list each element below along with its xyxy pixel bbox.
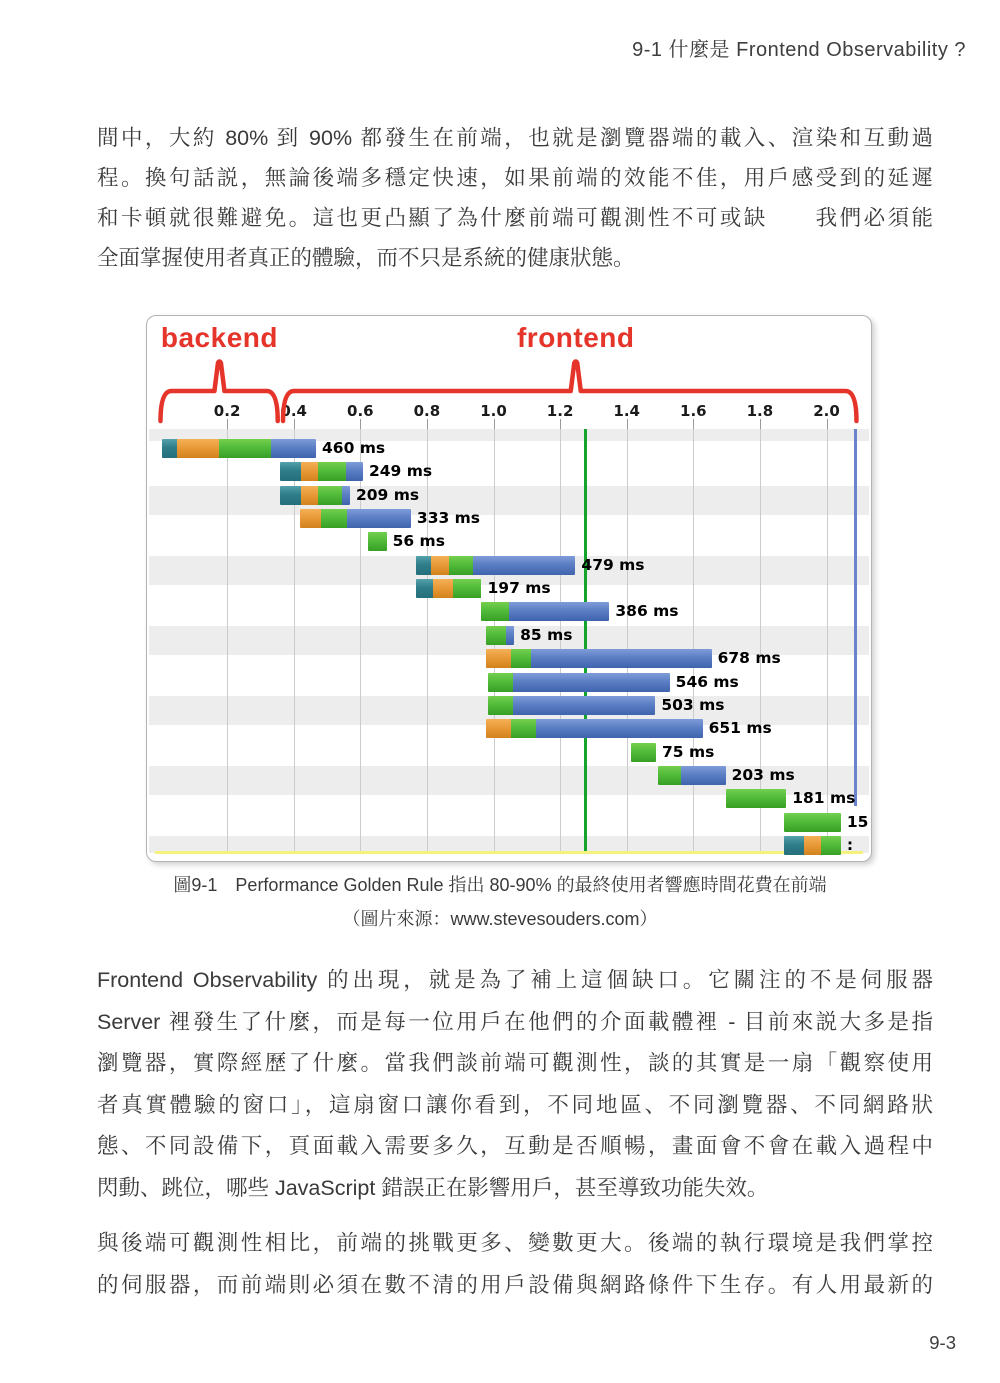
bar-segment-green: [486, 626, 506, 645]
bar-segment-blue: [681, 766, 726, 785]
text-line: Server 裡發生了什麼，而是每一位用戶在他們的介面載體裡 - 目前來説大多是指: [97, 1009, 933, 1034]
figure-source: （圖片來源：www.stevesouders.com）: [342, 909, 658, 929]
axis-tick-label: 1.4: [613, 402, 640, 420]
bar-segment-blue: [346, 462, 363, 481]
bar-segment-orange: [486, 719, 511, 738]
axis-tick-label: 1.8: [746, 402, 774, 420]
axis-tick-label: 1.6: [680, 402, 707, 420]
waterfall-row: [488, 696, 655, 715]
bar-segment-green: [488, 696, 513, 715]
bar-segment-orange: [301, 462, 318, 481]
bar-segment-green: [726, 789, 786, 808]
bar-segment-green: [511, 719, 536, 738]
waterfall-row: [481, 602, 610, 621]
bar-duration-label: 479 ms: [581, 555, 645, 574]
bar-duration-label: 333 ms: [416, 509, 481, 528]
bar-segment-green: [511, 649, 531, 668]
bar-segment-blue: [473, 556, 576, 575]
axis-tick: [827, 419, 828, 429]
bar-duration-label: :: [846, 835, 854, 854]
bar-duration-label: 460 ms: [322, 439, 386, 457]
waterfall-row: [631, 743, 656, 762]
bar-segment-green: [449, 556, 473, 575]
text-line: 程。換句話説，無論後端多穩定快速，如果前端的效能不佳，用戶感受到的延遲: [97, 166, 933, 190]
axis-tick-label: 0.6: [347, 402, 374, 420]
paragraph-2: [97, 960, 933, 1209]
frontend-label: frontend: [516, 322, 635, 353]
bar-segment-green: [821, 836, 841, 855]
bar-segment-orange: [804, 836, 821, 855]
bar-segment-green: [318, 462, 346, 481]
waterfall-row: [280, 486, 350, 505]
axis-tick: [693, 419, 694, 429]
figure-9-1: [146, 315, 870, 860]
bar-segment-green: [658, 766, 681, 785]
bar-duration-label: 85 ms: [520, 625, 573, 644]
bar-segment-green: [453, 579, 482, 598]
bar-segment-green: [481, 602, 509, 621]
waterfall-row: [300, 509, 411, 528]
text-line: 閃動、跳位，哪些 JavaScript 錯誤正在影響用戶，甚至導致功能失效。: [97, 1175, 769, 1200]
gridline: [227, 429, 228, 853]
backend-label: backend: [160, 322, 278, 353]
bar-segment-blue: [513, 696, 656, 715]
text-line: 間中，大約 80% 到 90% 都發生在前端，也就是瀏覽器端的載入、渲染和互動過: [97, 126, 933, 150]
waterfall-row: [726, 789, 786, 808]
waterfall-row: [488, 673, 670, 692]
bar-segment-teal: [416, 556, 431, 575]
bar-segment-teal: [784, 836, 804, 855]
page-header: 9-1 什麼是 Frontend Observability ?: [632, 39, 966, 61]
axis-tick: [427, 419, 428, 429]
waterfall-row: [486, 626, 514, 645]
bar-segment-green: [321, 509, 347, 528]
bar-duration-label: 546 ms: [675, 672, 739, 691]
text-line: 瀏覽器，實際經歷了什麼。當我們談前端可觀測性，談的其實是一扇「觀察使用: [97, 1051, 933, 1075]
bar-duration-label: 503 ms: [661, 695, 725, 714]
gridline: [693, 429, 694, 853]
waterfall-row: [486, 649, 712, 668]
bar-segment-orange: [301, 486, 318, 505]
bar-segment-blue: [513, 673, 670, 692]
axis-tick: [227, 419, 228, 429]
waterfall-row: [486, 719, 703, 738]
bar-segment-green: [219, 439, 271, 458]
bar-segment-green: [318, 486, 342, 505]
axis-tick: [627, 419, 628, 429]
figure-caption: 圖9-1 Performance Golden Rule 指出 80-90% 的最終使用者響應時間花費在前端: [173, 875, 827, 895]
waterfall-row: [658, 766, 726, 785]
bar-duration-label: 386 ms: [615, 602, 679, 621]
text-line: 者真實體驗的窗口」，這扇窗口讓你看到，不同地區、不同瀏覽器、不同網路狀: [97, 1092, 933, 1117]
waterfall-row: [784, 813, 841, 832]
green-reference-line: [584, 429, 587, 853]
bar-duration-label: 203 ms: [731, 765, 795, 784]
text-line: Frontend Observability 的出現，就是為了補上這個缺口。它關注的不是伺服器: [97, 968, 933, 992]
bar-duration-label: 209 ms: [355, 485, 420, 504]
bar-segment-green: [631, 743, 656, 762]
bar-segment-orange: [300, 509, 321, 528]
bar-duration-label: 75 ms: [662, 742, 715, 761]
bar-segment-blue: [347, 509, 411, 528]
bar-duration-label: 56 ms: [392, 532, 445, 551]
bar-duration-label: 181 ms: [792, 789, 856, 808]
axis-tick: [760, 419, 761, 429]
axis-tick: [560, 419, 561, 429]
bar-duration-label: 249 ms: [368, 462, 433, 481]
axis-tick-label: 0.2: [213, 402, 241, 420]
waterfall-row: [416, 579, 482, 598]
axis-tick: [294, 419, 295, 429]
bar-segment-blue: [531, 649, 712, 668]
waterfall-chart: [146, 315, 872, 862]
bar-segment-green: [488, 673, 513, 692]
waterfall-row: [784, 836, 841, 855]
text-line: 的伺服器，而前端則必須在數不清的用戶設備與網路條件下生存。有人用最新的: [97, 1273, 933, 1297]
text-line: 和卡頓就很難避免。這也更凸顯了為什麼前端可觀測性不可或缺 我們必須能: [97, 206, 933, 230]
waterfall-row: [416, 556, 576, 575]
bar-segment-teal: [280, 486, 301, 505]
axis-tick: [360, 419, 361, 429]
paragraph-3: [97, 1222, 933, 1306]
axis-tick-label: 1.2: [546, 402, 574, 420]
gridline: [427, 429, 428, 853]
gridline: [627, 429, 628, 853]
axis-tick-label: 0.8: [413, 402, 441, 420]
bar-segment-blue: [509, 602, 609, 621]
axis-tick-label: 1.0: [480, 402, 507, 420]
blue-reference-line: [854, 429, 857, 806]
bar-segment-blue: [271, 439, 316, 458]
axis-tick-label: 2.0: [813, 402, 840, 420]
bar-segment-blue: [506, 626, 514, 645]
paragraph-1: [97, 118, 933, 278]
bar-segment-teal: [162, 439, 177, 458]
bar-duration-label: 197 ms: [487, 579, 551, 598]
bar-segment-green: [784, 813, 841, 832]
axis-tick-label: 0.4: [280, 402, 307, 420]
axis-tick: [494, 419, 495, 429]
text-line: 與後端可觀測性相比，前端的挑戰更多、變數更大。後端的執行環境是我們掌控: [97, 1231, 933, 1255]
bar-segment-orange: [177, 439, 219, 458]
bar-duration-label: 15: [846, 812, 869, 831]
bar-duration-label: 678 ms: [717, 649, 781, 668]
bar-segment-orange: [433, 579, 453, 598]
bar-duration-label: 651 ms: [708, 719, 772, 738]
bar-segment-teal: [280, 462, 301, 481]
bar-segment-orange: [486, 649, 511, 668]
waterfall-row: [368, 532, 387, 551]
page-number: 9-3: [929, 1332, 956, 1353]
text-line: 態、不同設備下，頁面載入需要多久，互動是否順暢，畫面會不會在載入過程中: [97, 1134, 933, 1158]
bar-segment-teal: [416, 579, 433, 598]
bar-segment-orange: [431, 556, 449, 575]
text-line: 全面掌握使用者真正的體驗，而不只是系統的健康狀態。: [97, 246, 635, 270]
bar-segment-blue: [342, 486, 350, 505]
baseline-yellow: [155, 851, 863, 854]
bar-segment-green: [368, 532, 387, 551]
waterfall-row: [162, 439, 316, 458]
bar-segment-blue: [536, 719, 703, 738]
waterfall-row: [280, 462, 363, 481]
